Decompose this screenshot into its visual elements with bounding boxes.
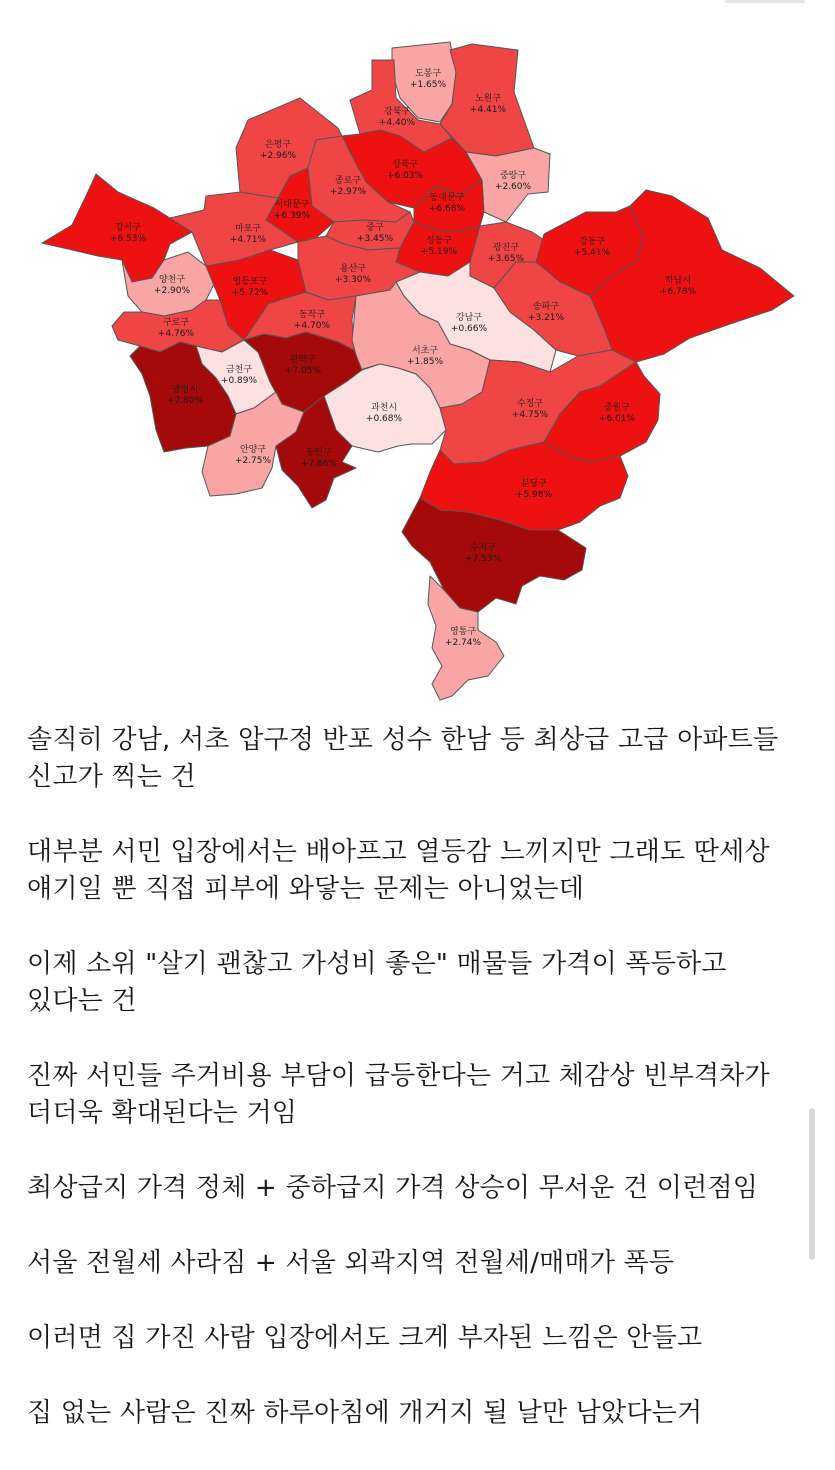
district-label: 중원구 +6.01% [598,403,636,424]
district-label: 마포구 +4.71% [229,224,267,245]
post-paragraph: 진짜 서민들 주거비용 부담이 급등한다는 거고 체감상 빈부격차가 더더욱 확대된다는 거임 [27,1061,770,1128]
district-label: 서대문구 +6.39% [273,200,311,221]
district-label: 동안구 +7.86% [300,448,338,469]
district-label: 성북구 +6.03% [386,160,424,181]
scrollbar[interactable] [809,1108,815,1260]
district-label: 강남구 +0.66% [450,313,488,334]
price-change-map [0,0,835,710]
district-label: 영등포구 +5.72% [231,277,269,298]
district-label: 분당구 +5.98% [515,479,553,500]
district-label: 도봉구 +1.65% [409,69,447,90]
post-paragraph: 이제 소위 "살기 괜찮고 가성비 좋은" 매물들 가격이 폭등하고 있다는 건 [27,949,727,1016]
post-paragraph: 이러면 집 가진 사람 입장에서도 크게 부자된 느낌은 안들고 [27,1323,703,1353]
district-label: 양천구 +2.90% [153,275,191,296]
district-label: 광진구 +3.65% [487,243,525,264]
post-paragraph: 대부분 서민 입장에서는 배아프고 열등감 느끼지만 그래도 딴세상 얘기일 뿐 직접 피부에 와닿는 문제는 아니었는데 [27,837,770,904]
district-label: 안양구 +2.75% [234,445,272,466]
district-label: 중구 +3.45% [356,223,394,244]
post-paragraph: 솔직히 강남, 서초 압구정 반포 성수 한남 등 최상급 고급 아파트들 신고가 찍는 건 [27,725,779,792]
district-label: 중랑구 +2.60% [494,171,532,192]
district-label: 수지구 +7.53% [464,543,502,564]
district-label: 서초구 +1.85% [406,346,444,367]
post-paragraph: 서울 전월세 사라짐 + 서울 외곽지역 전월세/매매가 폭등 [27,1248,675,1278]
district-label: 동작구 +4.70% [293,310,331,331]
district-label: 광명시 +7.80% [166,385,204,406]
district-label: 강북구 +4.40% [378,107,416,128]
district-label: 용산구 +3.30% [334,264,372,285]
post-paragraph: 최상급지 가격 정체 + 중하급지 가격 상승이 무서운 건 이런점임 [27,1173,759,1203]
post-body [27,722,807,1470]
district-label: 하남시 +6.78% [659,276,697,297]
post-paragraph: 집 없는 사람은 진짜 하루아침에 개거지 될 날만 남았다는거 [27,1398,703,1428]
district-label: 강동구 +5.41% [573,237,611,258]
district-label: 수정구 +4.75% [511,399,549,420]
district-label: 노원구 +4.41% [469,94,507,115]
district-label: 금천구 +0.89% [220,365,258,386]
district-label: 관악구 +7.05% [284,355,322,376]
district-label: 동대문구 +6.68% [428,193,466,214]
district-label: 구로구 +4.76% [157,318,195,339]
district-label: 은평구 +2.96% [259,140,297,161]
district-label: 영통구 +2.74% [444,627,482,648]
district-label: 송파구 +3.21% [527,302,565,323]
district-label: 종로구 +2.97% [329,176,367,197]
district-label: 성동구 +5.19% [420,236,458,257]
district-label: 과천시 +0.68% [365,403,403,424]
district-label: 강서구 +6.53% [109,223,147,244]
